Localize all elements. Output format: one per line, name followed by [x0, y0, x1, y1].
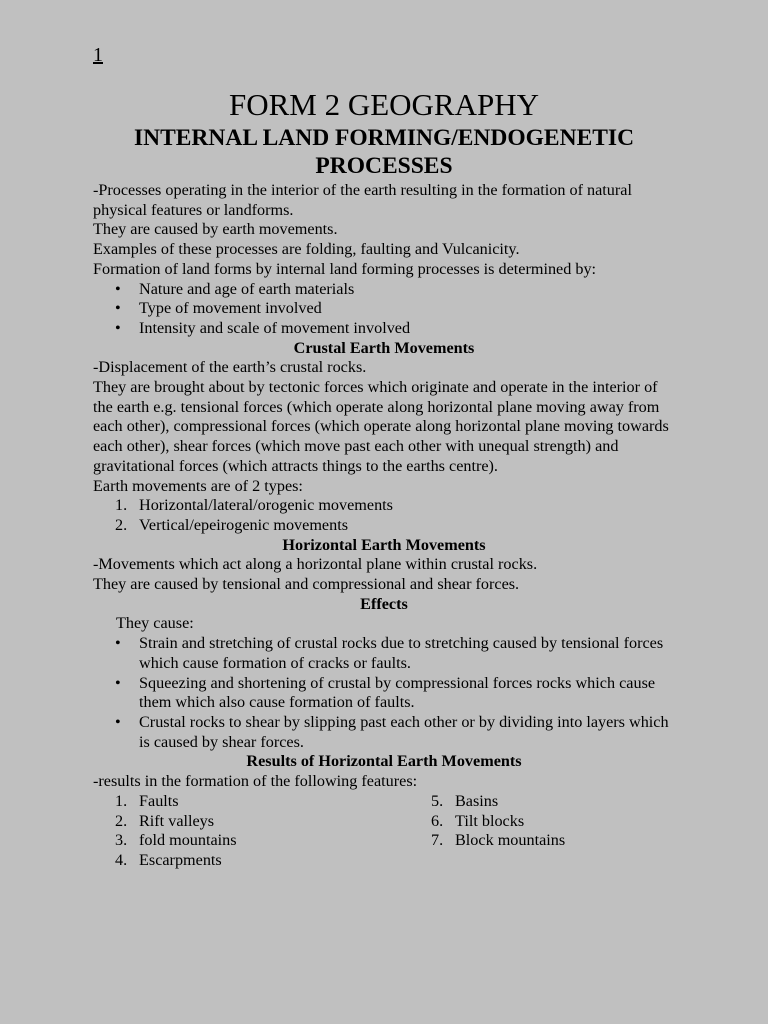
movement-types-list — [93, 496, 675, 535]
list-item — [409, 831, 675, 851]
list-item — [93, 812, 409, 832]
list-item: • Strain and stretching of crustal rocks due to stretching caused by tensional forces which cause formation of cracks or faults. — [93, 634, 675, 673]
list-item — [93, 496, 675, 516]
horizontal-paragraph: They are caused by tensional and compressional and shear forces. — [93, 575, 520, 594]
list-number: 7. — [431, 831, 444, 850]
list-text: Faults — [139, 791, 179, 810]
section-heading-results: Results of Horizontal Earth Movements — [246, 752, 522, 771]
list-item — [409, 812, 675, 832]
list-item — [93, 831, 409, 851]
list-number: 1. — [115, 791, 128, 810]
section-heading-horizontal: Horizontal Earth Movements — [282, 535, 486, 554]
results-list-left — [93, 792, 409, 871]
section-heading-effects: Effects — [360, 594, 408, 613]
list-number: 4. — [115, 850, 128, 869]
list-text: Vertical/epeirogenic movements — [139, 515, 349, 534]
page-title: FORM 2 GEOGRAPHY — [228, 87, 540, 122]
list-item — [93, 851, 409, 871]
list-item — [93, 516, 675, 536]
effects-list — [93, 634, 675, 752]
crustal-paragraph: Earth movements are of 2 types: — [93, 476, 303, 495]
effects-lead: They cause: — [116, 614, 194, 633]
horizontal-paragraph: -Movements which act along a horizontal plane within crustal rocks. — [93, 555, 538, 574]
list-text: Horizontal/lateral/orogenic movements — [139, 496, 393, 515]
list-text: Tilt blocks — [455, 811, 525, 830]
section-heading-crustal: Crustal Earth Movements — [293, 338, 475, 357]
results-list-right — [409, 792, 675, 871]
list-item: • Squeezing and shortening of crustal by compressional forces rocks which cause them which also cause formation of faults. — [93, 674, 675, 713]
list-item — [409, 792, 675, 812]
list-item: • Intensity and scale of movement involved — [93, 319, 675, 339]
determinants-list — [93, 280, 675, 339]
list-number: 6. — [431, 811, 444, 830]
list-item: • Nature and age of earth materials — [93, 280, 675, 300]
intro-paragraph: They are caused by earth movements. — [93, 220, 338, 239]
list-number: 5. — [431, 791, 444, 810]
list-text: Basins — [455, 791, 499, 810]
results-columns — [93, 792, 675, 871]
intro-paragraph: -Processes operating in the interior of the earth resulting in the formation of natural physical features or landforms. — [93, 181, 632, 219]
list-number: 1. — [115, 496, 128, 515]
results-lead: -results in the formation of the following features: — [93, 772, 418, 791]
list-item — [93, 792, 409, 812]
page-subtitle: INTERNAL LAND FORMING/ENDOGENETIC PROCESSES — [133, 125, 635, 179]
list-item: • Type of movement involved — [93, 299, 675, 319]
intro-paragraph: Formation of land forms by internal land forming processes is determined by: — [93, 259, 597, 278]
list-text: Rift valleys — [139, 811, 215, 830]
list-text: Escarpments — [139, 850, 222, 869]
list-text: Block mountains — [455, 831, 566, 850]
list-number: 2. — [115, 811, 128, 830]
crustal-paragraph: -Displacement of the earth’s crustal rocks. — [93, 358, 367, 377]
list-number: 3. — [115, 831, 128, 850]
crustal-paragraph: They are brought about by tectonic forces which originate and operate in the interior of the earth e.g. tensional forces (which operate along horizontal plane moving away from each other), compressional forces (which operate along horizontal plane moving towards each other), shear forces (which move past each other with unequal strength) and gravitational forces (which attracts things to the earths centre). — [93, 378, 669, 475]
page-number: 1 — [93, 44, 103, 66]
intro-paragraph: Examples of these processes are folding, faulting and Vulcanicity. — [93, 240, 520, 259]
document-body — [93, 181, 675, 871]
list-item: • Crustal rocks to shear by slipping past each other or by dividing into layers which is caused by shear forces. — [93, 713, 675, 752]
list-text: fold mountains — [139, 831, 237, 850]
list-number: 2. — [115, 515, 128, 534]
